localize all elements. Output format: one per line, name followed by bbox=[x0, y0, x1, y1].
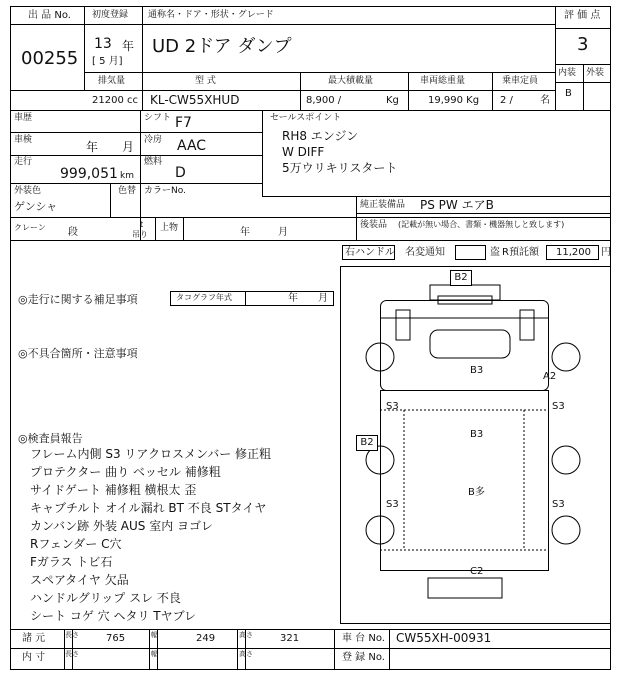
sales-point-3: 5万ウリキリスタート bbox=[282, 161, 398, 175]
damage-mark-s3-right-upper: S3 bbox=[552, 401, 565, 412]
defects-label: ◎不具合箇所・注意事項 bbox=[18, 347, 138, 360]
mileage-unit: km bbox=[120, 171, 134, 181]
aftermarket-note: (記載が無い場合、書類・機器無しと致します) bbox=[398, 220, 565, 229]
first-reg-year: 13 bbox=[94, 36, 112, 52]
inspector-line: Fガラス トビ石 bbox=[30, 555, 113, 569]
deposit-label: R預託額 bbox=[502, 247, 539, 258]
mileage-value: 999,051 bbox=[60, 166, 118, 182]
height-value: 321 bbox=[280, 633, 300, 644]
first-reg-month: [ 5 月] bbox=[92, 56, 123, 67]
exterior-label: 外装 bbox=[586, 68, 605, 78]
lot-label: 出 品 No. bbox=[28, 10, 71, 21]
inner-width-label: 幅 bbox=[151, 650, 158, 658]
score-label: 評 価 点 bbox=[564, 10, 601, 21]
inspector-line: プロテクター 曲り ベッセル 補修粗 bbox=[30, 465, 221, 479]
history-label: 車歴 bbox=[14, 113, 33, 123]
max-load: 8,900 / bbox=[306, 95, 342, 106]
damage-mark-b3-bed: B3 bbox=[470, 429, 484, 440]
equipment-label: 純正装備品 bbox=[360, 200, 406, 210]
length-value: 765 bbox=[106, 633, 126, 644]
chassis-number: CW55XH-00931 bbox=[396, 631, 492, 645]
color-change-label: 色替 bbox=[118, 186, 137, 196]
fuel-value: D bbox=[175, 165, 186, 181]
damage-mark-s3-left-lower: S3 bbox=[386, 499, 399, 510]
inner-dims-label: 内 寸 bbox=[22, 652, 46, 663]
length-label: 長さ bbox=[65, 631, 79, 639]
rhd-flag: 右ハンドル bbox=[345, 247, 395, 258]
ac-label: 冷房 bbox=[144, 135, 163, 145]
damage-mark-c2: C2 bbox=[470, 566, 484, 577]
inspector-line: ハンドルグリップ スレ 不良 bbox=[30, 591, 181, 605]
color-no-label: カラーNo. bbox=[144, 186, 186, 196]
inspector-line: Rフェンダー C穴 bbox=[30, 537, 122, 551]
sales-point-2: W DIFF bbox=[282, 145, 325, 159]
sales-point-1: RH8 エンジン bbox=[282, 129, 359, 143]
displacement-label: 排気量 bbox=[98, 76, 126, 86]
mileage-label: 走行 bbox=[14, 157, 33, 167]
crane-hook: 吊り bbox=[132, 230, 148, 239]
ext-color-value: ゲンシャ bbox=[14, 200, 58, 213]
vehicle-name: UD 2ドア ダンプ bbox=[152, 36, 292, 57]
crane-stage: 段 bbox=[68, 227, 78, 238]
width-label: 幅 bbox=[151, 631, 158, 639]
capacity-unit: 名 bbox=[540, 95, 550, 106]
max-load-unit: Kg bbox=[386, 95, 399, 106]
driving-notes-label: ◎走行に関する補足事項 bbox=[18, 293, 138, 306]
gross-weight-label: 車両総重量 bbox=[420, 76, 466, 86]
damage-mark-b-many: B多 bbox=[468, 487, 485, 498]
chassis-label: 車 台 No. bbox=[342, 633, 385, 644]
shift-value: F7 bbox=[175, 115, 192, 131]
max-load-label: 最大積載量 bbox=[328, 76, 374, 86]
top-body-label: 上物 bbox=[160, 223, 179, 233]
gross-weight: 19,990 Kg bbox=[428, 95, 480, 106]
shift-label: シフト bbox=[144, 113, 172, 123]
inner-length-label: 長さ bbox=[65, 650, 79, 658]
top-body-month: 月 bbox=[278, 227, 288, 238]
ext-color-label: 外装色 bbox=[14, 186, 42, 196]
excess-label: 盗 bbox=[490, 247, 500, 258]
displacement: 21200 cc bbox=[92, 95, 138, 106]
inspection-year: 年 bbox=[86, 140, 99, 154]
width-value: 249 bbox=[196, 633, 216, 644]
score-value: 3 bbox=[577, 34, 589, 55]
inspection-month: 月 bbox=[122, 140, 135, 154]
inspector-line: シート コゲ 穴 ヘタリ Tヤブレ bbox=[30, 609, 197, 623]
dims-label: 諸 元 bbox=[22, 633, 46, 644]
deposit-value: 11,200 bbox=[556, 247, 591, 258]
tachograph-month: 月 bbox=[318, 293, 328, 304]
damage-mark-a2: A2 bbox=[543, 371, 557, 382]
fuel-label: 燃料 bbox=[144, 157, 163, 167]
damage-mark-s3-right-lower: S3 bbox=[552, 499, 565, 510]
damage-mark-b3-cab: B3 bbox=[470, 365, 484, 376]
damage-mark-s3-left-upper: S3 bbox=[386, 401, 399, 412]
crane-ton: t bbox=[140, 220, 144, 229]
tachograph-label: タコグラフ年式 bbox=[176, 293, 232, 302]
interior-grade: B bbox=[565, 88, 572, 99]
inspection-label: 車検 bbox=[14, 135, 33, 145]
registration-label: 登 録 No. bbox=[342, 652, 385, 663]
inspector-line: スペアタイヤ 欠品 bbox=[30, 573, 129, 587]
deposit-unit: 円 bbox=[601, 247, 611, 258]
inspector-line: カンバン跡 外装 AUS 室内 ヨゴレ bbox=[30, 519, 214, 533]
inspector-line: サイドゲート 補修粗 横根太 歪 bbox=[30, 483, 197, 497]
lot-number: 00255 bbox=[21, 48, 79, 69]
capacity: 2 / bbox=[500, 95, 513, 106]
inspector-label: ◎検査員報告 bbox=[18, 432, 83, 445]
equipment-value: PS PW エアB bbox=[420, 198, 494, 212]
model-label: 型 式 bbox=[195, 76, 216, 86]
interior-label: 内装 bbox=[558, 68, 577, 78]
name-change-label: 名変通知 bbox=[405, 247, 445, 258]
damage-mark-b2-left: B2 bbox=[356, 435, 378, 451]
capacity-label: 乗車定員 bbox=[502, 76, 539, 86]
damage-mark-b2-top: B2 bbox=[450, 270, 472, 286]
first-reg-label: 初度登録 bbox=[92, 10, 129, 20]
year-unit: 年 bbox=[122, 39, 135, 53]
model-code: KL-CW55XHUD bbox=[150, 93, 240, 107]
tachograph-year: 年 bbox=[288, 293, 298, 304]
inner-height-label: 高さ bbox=[239, 650, 253, 658]
top-body-year: 年 bbox=[240, 227, 250, 238]
ac-value: AAC bbox=[177, 138, 207, 154]
sales-points-label: セールスポイント bbox=[270, 113, 342, 123]
height-label: 高さ bbox=[239, 631, 253, 639]
inspector-line: キャブチルト オイル漏れ BT 不良 STタイヤ bbox=[30, 501, 267, 515]
vehicle-name-label: 通称名・ドア・形状・グレード bbox=[148, 10, 274, 20]
inspector-line: フレーム内側 S3 リアクロスメンバー 修正粗 bbox=[30, 447, 272, 461]
crane-label: クレーン bbox=[14, 223, 46, 232]
aftermarket-label: 後装品 bbox=[360, 220, 388, 230]
